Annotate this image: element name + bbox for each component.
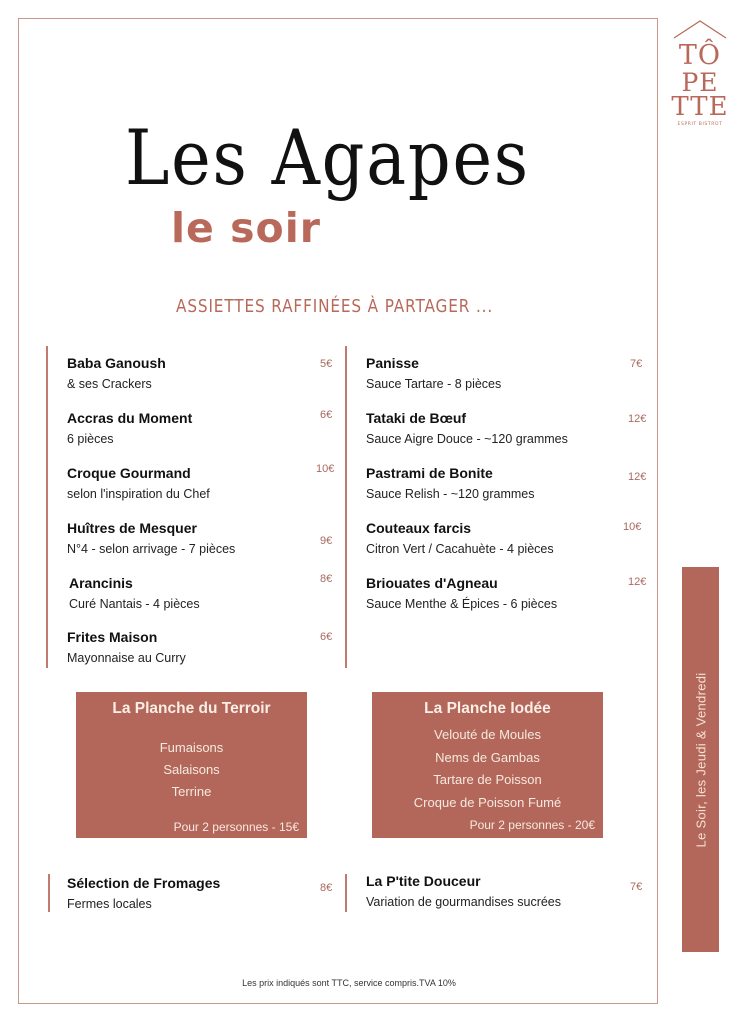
topette-logo: [668, 18, 732, 133]
menu-item-fromages: [67, 875, 337, 911]
plank-title: La Planche Iodée: [424, 700, 551, 717]
item-price: 8€: [320, 573, 333, 585]
menu-item-douceur: [366, 873, 636, 909]
item-name: Briouates d'Agneau: [366, 575, 498, 591]
plank-iodee: [372, 692, 603, 838]
item-name: Frites Maison: [67, 629, 158, 645]
menu-item-couteaux: [366, 520, 636, 556]
logo-line-3: TTE: [671, 92, 729, 122]
plank-line: Salaisons: [163, 762, 220, 777]
item-price: 6€: [320, 631, 333, 643]
item-price: 12€: [628, 471, 647, 483]
menu-item-tataki: [366, 410, 636, 446]
item-desc: Curé Nantais - 4 pièces: [69, 597, 200, 611]
plank-line: Croque de Poisson Fumé: [413, 794, 562, 810]
bottom-left-divider: [48, 874, 50, 912]
item-desc: Sauce Tartare - 8 pièces: [366, 377, 502, 391]
item-name: Accras du Moment: [67, 410, 193, 426]
plank-line: Nems de Gambas: [435, 749, 540, 765]
item-desc: Sauce Relish - ~120 grammes: [366, 487, 535, 501]
item-price: 6€: [320, 409, 333, 421]
item-name: Sélection de Fromages: [67, 875, 221, 891]
item-desc: Sauce Menthe & Épices - 6 pièces: [366, 597, 558, 611]
item-name: Arancinis: [69, 575, 133, 591]
center-column-divider: [345, 346, 347, 668]
item-price: 10€: [623, 521, 642, 533]
section-heading: ASSIETTES RAFFINÉES À PARTAGER ...: [176, 296, 494, 317]
item-price: 5€: [320, 358, 333, 370]
item-name: Pastrami de Bonite: [366, 465, 493, 481]
item-name: La P'tite Douceur: [366, 873, 481, 889]
item-name: Baba Ganoush: [67, 355, 166, 371]
item-price: 12€: [628, 413, 647, 425]
item-desc: Sauce Aigre Douce - ~120 grammes: [366, 432, 568, 446]
item-desc: 6 pièces: [67, 432, 114, 446]
menu-item-panisse: [366, 355, 636, 391]
item-desc: Variation de gourmandises sucrées: [366, 895, 562, 909]
plank-terroir: [76, 692, 307, 838]
item-desc: selon l'inspiration du Chef: [67, 487, 210, 501]
roof-icon: [672, 18, 728, 40]
side-band-text: Le Soir, les Jeudi & Vendredi: [693, 672, 708, 847]
item-name: Panisse: [366, 355, 419, 371]
plank-line: Velouté de Moules: [434, 727, 541, 742]
logo-line-1: TÔ: [678, 40, 722, 71]
item-desc: N°4 - selon arrivage - 7 pièces: [67, 542, 236, 556]
plank-footer: Pour 2 personnes - 20€: [469, 818, 595, 832]
item-desc: Mayonnaise au Curry: [67, 651, 186, 665]
plank-line: Terrine: [171, 784, 212, 799]
item-price: 10€: [316, 463, 335, 475]
item-desc: & ses Crackers: [67, 377, 152, 391]
menu-item-croque-gourmand: [67, 465, 337, 501]
item-desc: Fermes locales: [67, 897, 152, 911]
side-band: [682, 567, 719, 952]
item-price: 7€: [630, 881, 643, 893]
footer-note: Les prix indiqués sont TTC, service compris.TVA 10%: [242, 978, 456, 988]
menu-item-huitres: [67, 520, 337, 556]
plank-line: Fumaisons: [159, 740, 224, 755]
menu-item-briouates: [366, 575, 636, 611]
menu-subtitle: le soir: [171, 204, 321, 252]
menu-item-frites: [67, 629, 337, 665]
menu-item-pastrami: [366, 465, 636, 501]
item-price: 12€: [628, 576, 647, 588]
item-price: 9€: [320, 535, 333, 547]
logo-line-2: PE: [681, 68, 719, 97]
bottom-center-divider: [345, 874, 347, 912]
item-desc: Citron Vert / Cacahuète - 4 pièces: [366, 542, 554, 556]
menu-item-baba-ganoush: [67, 355, 337, 391]
menu-item-arancinis: [69, 575, 339, 611]
menu-title: Les Agapes: [125, 113, 530, 202]
item-price: 8€: [320, 882, 333, 894]
menu-item-accras: [67, 410, 337, 446]
item-name: Tataki de Bœuf: [366, 410, 467, 426]
left-column-divider: [46, 346, 48, 668]
item-name: Croque Gourmand: [67, 465, 191, 481]
plank-line: Tartare de Poisson: [433, 772, 542, 787]
item-name: Couteaux farcis: [366, 520, 472, 536]
item-name: Huîtres de Mesquer: [67, 520, 197, 536]
logo-tagline: ESPRIT BISTROT: [677, 122, 723, 127]
item-price: 7€: [630, 358, 643, 370]
plank-title: La Planche du Terroir: [112, 700, 271, 717]
plank-footer: Pour 2 personnes - 15€: [173, 820, 299, 834]
